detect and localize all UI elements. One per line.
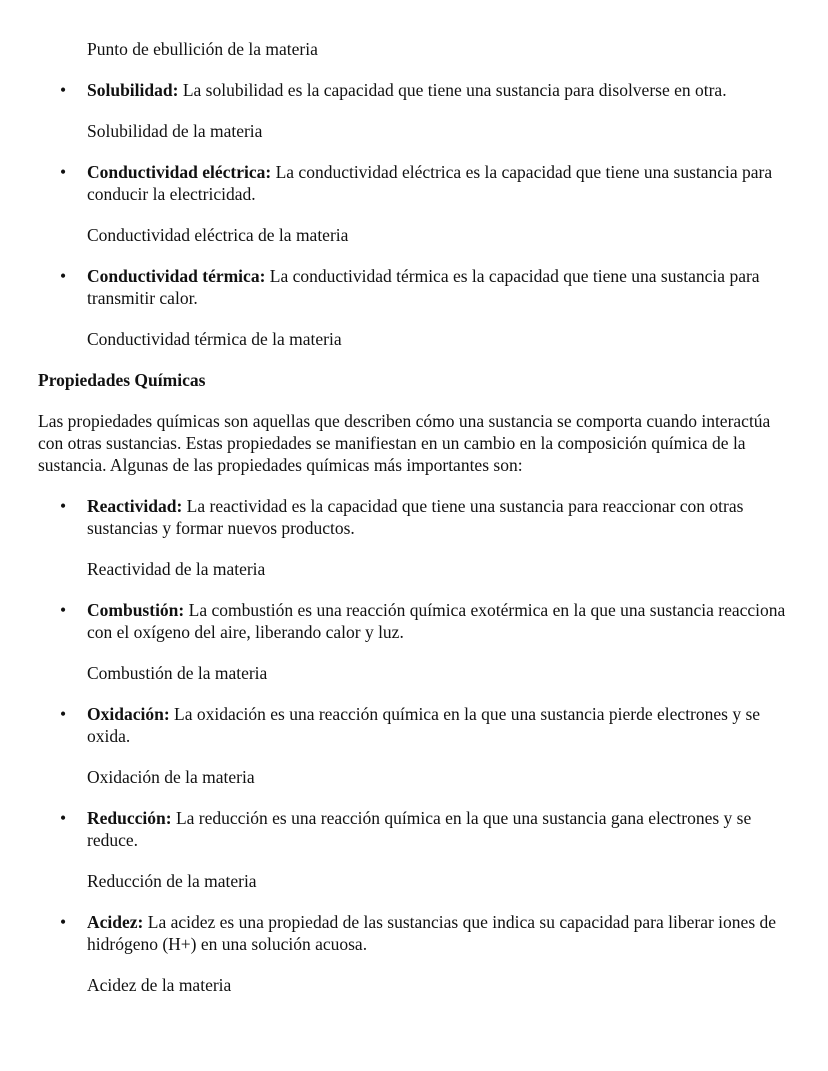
image-caption: Reducción de la materia [87, 871, 257, 891]
property-term: Solubilidad: [87, 80, 179, 100]
property-item [38, 79, 790, 101]
bullet-icon: • [60, 808, 67, 828]
image-caption: Combustión de la materia [87, 663, 268, 683]
bullet-icon: • [60, 80, 67, 100]
property-description: La acidez es una propiedad de las sustancias que indica su capacidad para liberar iones de hidrógeno (H+) en una solución acuosa. [87, 912, 777, 954]
property-description: La solubilidad es la capacidad que tiene una sustancia para disolverse en otra. [178, 80, 727, 100]
bullet-icon: • [60, 704, 67, 724]
property-item [38, 807, 790, 851]
property-description: La reactividad es la capacidad que tiene una sustancia para reaccionar con otras sustancias y formar nuevos productos. [87, 496, 744, 538]
property-description: La oxidación es una reacción química en la que una sustancia pierde electrones y se oxida. [87, 704, 761, 746]
bullet-icon: • [60, 912, 67, 932]
chemical-properties-list [38, 495, 790, 996]
property-term: Conductividad eléctrica: [87, 162, 272, 182]
property-term: Reactividad: [87, 496, 183, 516]
image-caption: Reactividad de la materia [87, 559, 266, 579]
image-caption: Solubilidad de la materia [87, 121, 263, 141]
document-page [38, 38, 790, 1015]
section-intro: Las propiedades químicas son aquellas que describen cómo una sustancia se comporta cuando interactúa con otras sustancias. Estas propiedades se manifiestan en un cambio en la composición química de la sustancia. Algunas de las propiedades químicas más importantes son: [38, 411, 771, 475]
physical-properties-list [38, 79, 790, 350]
property-term: Acidez: [87, 912, 144, 932]
property-description: La conductividad eléctrica es la capacidad que tiene una sustancia para conducir la electricidad. [87, 162, 773, 204]
property-term: Reducción: [87, 808, 172, 828]
image-caption: Conductividad eléctrica de la materia [87, 225, 349, 245]
property-description: La conductividad térmica es la capacidad que tiene una sustancia para transmitir calor. [87, 266, 760, 308]
bullet-icon: • [60, 266, 67, 286]
image-caption: Acidez de la materia [87, 975, 232, 995]
property-term: Conductividad térmica: [87, 266, 266, 286]
property-item [38, 599, 790, 643]
bullet-icon: • [60, 162, 67, 182]
property-item [38, 703, 790, 747]
property-term: Oxidación: [87, 704, 170, 724]
image-caption: Oxidación de la materia [87, 767, 255, 787]
image-caption: Punto de ebullición de la materia [87, 39, 318, 59]
image-caption: Conductividad térmica de la materia [87, 329, 342, 349]
property-item [38, 161, 790, 205]
bullet-icon: • [60, 496, 67, 516]
property-description: La combustión es una reacción química exotérmica en la que una sustancia reacciona con el oxígeno del aire, liberando calor y luz. [87, 600, 786, 642]
property-description: La reducción es una reacción química en la que una sustancia gana electrones y se reduce. [87, 808, 752, 850]
property-item [38, 265, 790, 309]
property-item [38, 911, 790, 955]
property-item [38, 495, 790, 539]
property-term: Combustión: [87, 600, 185, 620]
bullet-icon: • [60, 600, 67, 620]
section-heading: Propiedades Químicas [38, 370, 206, 390]
